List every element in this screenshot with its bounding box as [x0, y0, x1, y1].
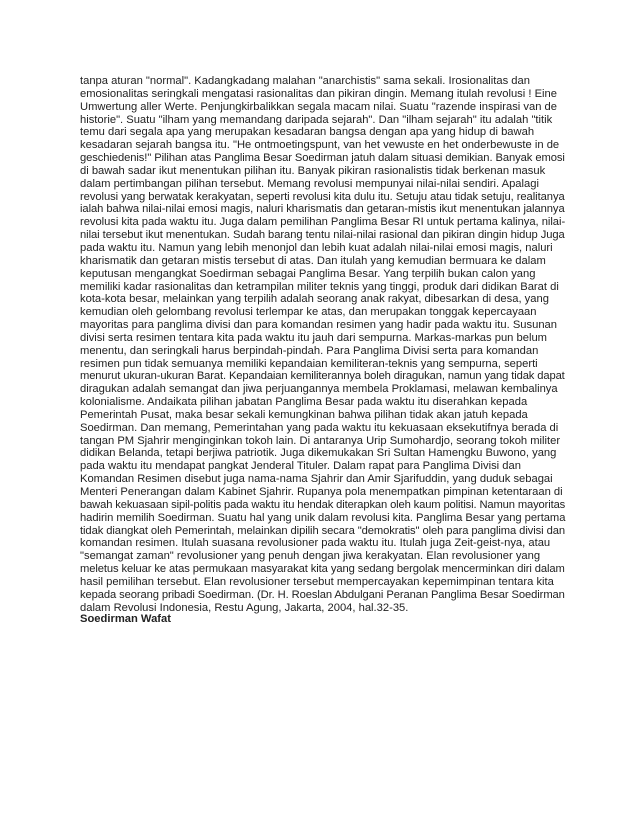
paragraph-line: kota-kota besar, melainkan yang terpilih adalah seorang anak rakyat, dibesarkan di desa, yang — [80, 293, 549, 306]
paragraph-line: dalam Revolusi Indonesia, Restu Agung, Jakarta, 2004, hal.32-35. — [80, 601, 409, 614]
paragraph-line: bawah kekuasaan sipil-politis pada waktu itu hendak diterapkan oleh kaum politisi. Namun mayoritas — [80, 498, 566, 511]
paragraph-line: mayoritas para panglima divisi dan para komandan resimen yang hadir pada waktu itu. Susunan — [80, 319, 557, 332]
paragraph-line: keputusan mengangkat Soedirman sebagai Panglima Besar. Yang terpilih bukan calon yang — [80, 267, 536, 280]
paragraph-line: menurut ukuran-ukuran Barat. Kepandaian kemiliterannya boleh diragukan, namun yang tidak dapat — [80, 370, 565, 383]
paragraph-line: kolonialisme. Andaikata pilihan jabatan Panglima Besar pada waktu itu diserahkan kepada — [80, 396, 528, 409]
paragraph-line: kepada seorang pribadi Soedirman. (Dr. H. Roeslan Abdulgani Peranan Panglima Besar Soedirman — [80, 588, 565, 601]
paragraph-line: nilai tersebut ikut menentukan. Sudah barang tentu nilai-nilai rasional dan pikiran dingin hidup Juga — [80, 229, 565, 242]
section-heading: Soedirman Wafat — [80, 613, 171, 625]
paragraph-line: Umwertung aller Werte. Penjungkirbalikkan segala macam nilai. Suatu "razende inspirasi van de — [80, 100, 557, 113]
body-paragraph — [80, 75, 565, 614]
paragraph-line: temu dari segala apa yang merupakan kesadaran bangsa dengan apa yang hidup di bawah — [80, 126, 535, 139]
paragraph-line: hadirin memilih Soedirman. Suatu hal yang unik dalam revolusi kita. Panglima Besar yang pertama — [80, 511, 566, 524]
paragraph-line: revolusi kita pada waktu itu. Juga dalam pemilihan Panglima Besar RI untuk pertama kalinya, nilai- — [80, 216, 566, 229]
paragraph-line: "semangat zaman" revolusioner yang penuh dengan jiwa kerakyatan. Elan revolusioner yang — [80, 550, 541, 563]
paragraph-line: didikan Belanda, tetapi berjiwa patriotik. Juga dikemukakan Sri Sultan Hamengku Buwono, yang — [80, 447, 557, 460]
paragraph-line: Soedirman. Dan memang, Pemerintahan yang pada waktu itu kekuasaan eksekutifnya berada di — [80, 421, 559, 434]
paragraph-line: kemudian oleh gelombang revolusi terlempar ke atas, dan merupakan tonggak kepercayaan — [80, 306, 537, 319]
paragraph-line: divisi serta resimen tentara kita pada waktu itu jauh dari sempurna. Markas-markas pun belum — [80, 331, 547, 344]
paragraph-line: kharismatik dan getaran mistis tersebut di atas. Dan itulah yang kemudian bermuara ke dalam — [80, 254, 546, 267]
paragraph-line: tangan PM Sjahrir menginginkan tokoh lain. Di antaranya Urip Sumohardjo, seorang tokoh militer — [80, 434, 561, 447]
paragraph-line: meletus keluar ke atas permukaan masyarakat kita yang sedang bergolak mencerminkan diri dalam — [80, 563, 565, 576]
paragraph-line: Pemerintah Pusat, maka besar sekali kemungkinan bahwa pilihan tidak akan jatuh kepada — [80, 408, 528, 421]
paragraph-line: emosionalitas seringkali mengatasi rasionalitas dan pikiran dingin. Memang itulah revolusi ! Eine — [80, 87, 557, 100]
paragraph-line: Menteri Penerangan dalam Kabinet Sjahrir. Rupanya pola menempatkan pimpinan ketentaraan di — [80, 486, 563, 498]
paragraph-line: diragukan adalah semangat dan jiwa perjuangannya membela Proklamasi, melawan kembalinya — [80, 383, 558, 396]
paragraph-line: revolusi yang berwatak kerakyatan, seperti revolusi kita dulu itu. Setuju atau tidak setuju, realitanya — [80, 190, 565, 203]
paragraph-line: historie". Suatu "ilham yang memandang daripada sejarah". Dan "ilham sejarah" itu adalah "titik — [80, 113, 553, 126]
paragraph-line: memiliki kadar rasionalitas dan ketrampilan militer teknis yang tinggi, produk dari didikan Barat di — [80, 280, 559, 293]
paragraph-line: tidak diangkat oleh Pemerintah, melainkan dipilih secara "demokratis" oleh para panglima divisi dan — [80, 524, 566, 537]
paragraph-line: tanpa aturan "normal". Kadangkadang malahan "anarchistis" sama sekali. Irosionalitas dan — [80, 75, 530, 87]
paragraph-line: pada waktu itu mendapat pangkat Jenderal Tituler. Dalam rapat para Panglima Divisi dan — [80, 460, 521, 473]
paragraph-line: menentu, dan seringkali harus berpindah-pindah. Para Panglima Divisi serta para komandan — [80, 344, 539, 357]
paragraph-line: kesadaran sejarah bangsa itu. "He ontmoetingspunt, van het vewuste en het onderbewuste in de — [80, 139, 560, 152]
paragraph-line: geschiedenis!" Pilihan atas Panglima Besar Soedirman jatuh dalam situasi demikian. Banyak emosi — [80, 152, 565, 165]
paragraph-line: Komandan Resimen disebut juga nama-nama Sjahrir dan Amir Sjarifuddin, yang duduk sebagai — [80, 473, 553, 486]
paragraph-line: komandan resimen. Itulah suasana revolusioner pada waktu itu. Itulah juga Zeit-geist-nya, atau — [80, 537, 551, 550]
paragraph-line: ialah bahwa nilai-nilai emosi magis, naluri kharismatis dan getaran-mistis ikut menentukan jalannya — [80, 203, 565, 216]
paragraph-line: dalam pertimbangan pilihan tersebut. Memang revolusi mempunyai nilai-nilai sendiri. Apalagi — [80, 177, 539, 190]
paragraph-line: pada waktu itu. Namun yang lebih menonjol dan lebih kuat adalah nilai-nilai emosi magis, naluri — [80, 241, 553, 254]
paragraph-line: resimen pun tidak semuanya memiliki kepandaian kemiliteran-teknis yang sempurna, seperti — [80, 357, 538, 370]
paragraph-line: di bawah sadar ikut menentukan pilihan itu. Banyak pikiran rasionalistis tidak berkenan masuk — [80, 164, 546, 177]
paragraph-line: hasil pemilihan tersebut. Elan revolusioner tersebut mempercayakan kepemimpinan tentara kita — [80, 575, 554, 588]
